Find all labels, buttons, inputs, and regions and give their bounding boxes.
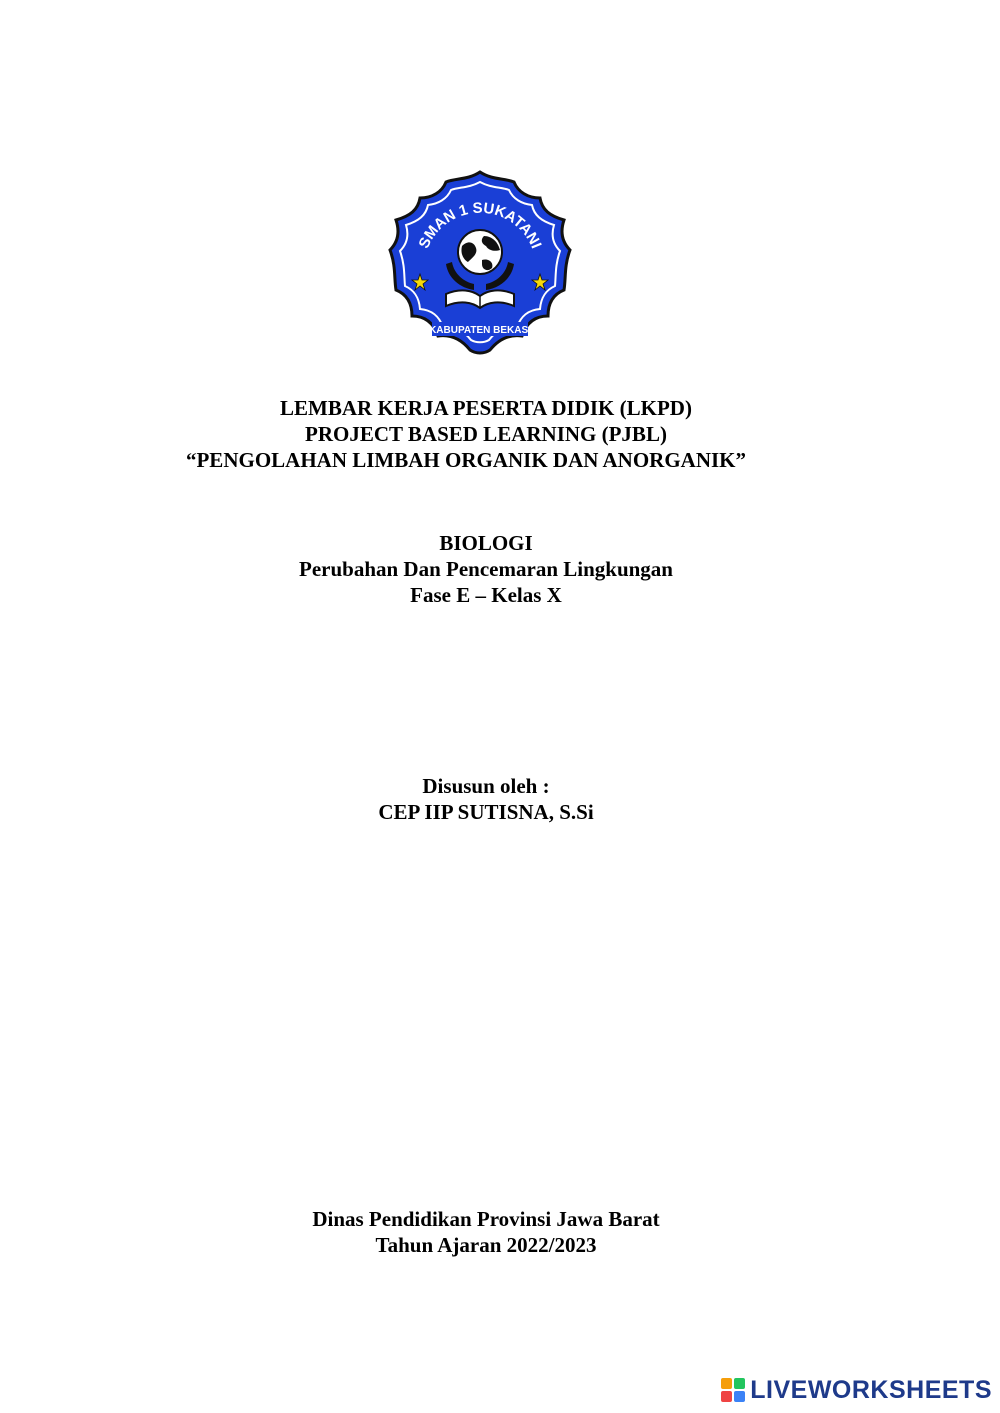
subject-block: [0, 530, 1000, 608]
subject-phase: Fase E – Kelas X: [410, 583, 562, 607]
liveworksheets-logo-icon: [720, 1377, 746, 1403]
svg-text:SMAN 1 SUKATANI: SMAN 1 SUKATANI: [415, 199, 545, 252]
footer-academic-year: Tahun Ajaran 2022/2023: [375, 1233, 597, 1257]
document-title: [0, 395, 1000, 473]
subject-topic: Perubahan Dan Pencemaran Lingkungan: [299, 557, 673, 581]
footer-block: [0, 1206, 1000, 1258]
svg-text:KABUPATEN BEKASI: KABUPATEN BEKASI: [429, 325, 531, 336]
school-emblem-icon: [388, 170, 572, 356]
author-label: Disusun oleh :: [422, 774, 550, 798]
watermark-text: LIVEWORKSHEETS: [750, 1376, 992, 1404]
title-line-1: LEMBAR KERJA PESERTA DIDIK (LKPD): [280, 396, 692, 420]
author-name: CEP IIP SUTISNA, S.Si: [378, 800, 594, 824]
title-line-2: PROJECT BASED LEARNING (PJBL): [305, 422, 667, 446]
liveworksheets-watermark: [720, 1375, 992, 1405]
title-line-3: “PENGOLAHAN LIMBAH ORGANIK DAN ANORGANIK”: [185, 448, 747, 472]
author-block: [0, 773, 1000, 825]
footer-institution: Dinas Pendidikan Provinsi Jawa Barat: [312, 1207, 660, 1231]
subject-name: BIOLOGI: [439, 531, 533, 555]
